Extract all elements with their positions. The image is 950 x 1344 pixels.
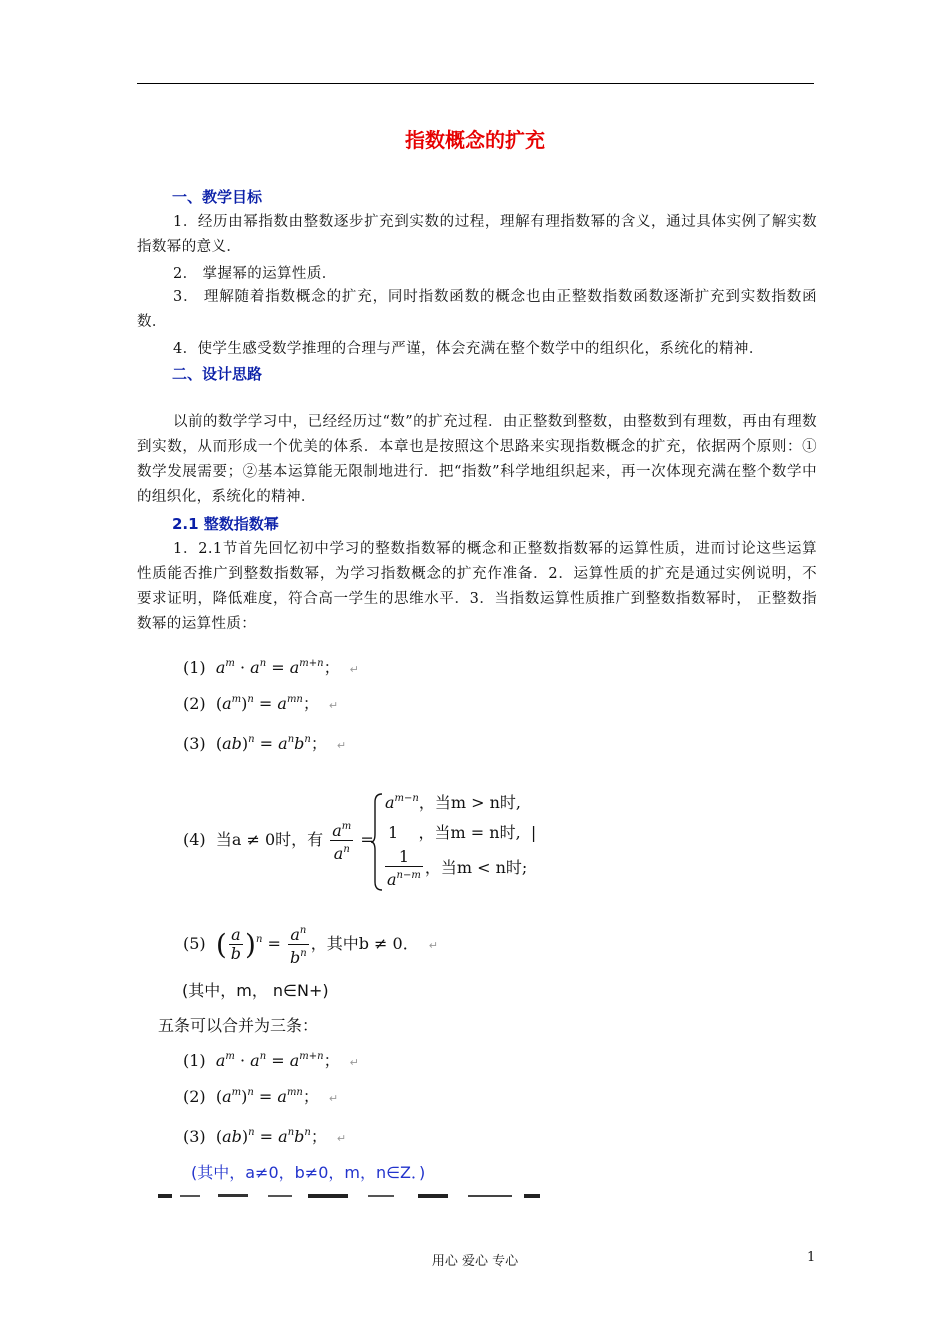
natural-number-note: (其中，m， n∈N+) xyxy=(182,981,329,1000)
cropped-text-line xyxy=(158,1190,548,1200)
formula-label: (2) xyxy=(183,694,206,713)
footer-motto: 用心 爱心 专心 xyxy=(431,1254,519,1269)
formula-label: (1) xyxy=(183,658,206,677)
merged-formula-product-power-rule: (3) $(ab)^n = a^nb^n$； ↵ xyxy=(183,1127,347,1146)
formula-label: (3) xyxy=(183,1127,206,1146)
subsection-heading: 2.1 整数指数幂 xyxy=(172,515,279,533)
design-paragraph: 以前的数学学习中，已经经历过“数”的扩充过程．由正整数到整数，由整数到有理数，再由有理数到实数，从而形成一个优美的体系．本章也是按照这个思路来实现指数概念的扩充，依据两个原则：①数学发展需要；②基本运算能无限制地进行．把“指数”科学地组织起来，再一次体现充满在整个数学中的组织化，系统化的精神． xyxy=(137,414,817,505)
condition-text: 当a ≠ 0时，有 xyxy=(215,830,324,849)
formula-power-rule: (2) $(a^m)^n = a^{mn}$； ↵ xyxy=(183,694,339,713)
return-mark-icon: ↵ xyxy=(349,1056,359,1069)
formula-product-power-rule: (3) $(ab)^n = a^nb^n$； ↵ xyxy=(183,734,347,753)
formula-quotient-rule: (4) 当a ≠ 0时，有 $\frac{a^m}{a^n}$ = xyxy=(183,818,374,863)
section-heading-goals: 一、教学目标 xyxy=(172,188,263,206)
formula-label: (3) xyxy=(183,734,206,753)
merged-formula-power-rule: (2) $(a^m)^n = a^{mn}$； ↵ xyxy=(183,1087,339,1106)
left-brace-icon xyxy=(370,792,384,892)
page-number: 1 xyxy=(807,1250,816,1265)
goal-item-2: 2． 掌握幂的运算性质． xyxy=(173,266,337,282)
subsection-paragraph: 1．2.1节首先回忆初中学习的整数指数幂的概念和正整数指数幂的运算性质，进而讨论这些运算性质能否推广到整数指数幂，为学习指数概念的扩充作准备．2．运算性质的扩充是通过实例说明，不要求证明，降低难度，符合高一学生的思维水平．3．当指数运算性质推广到整数指数幂时， 正整数指数幂的运算性质： xyxy=(137,541,817,632)
header-rule xyxy=(137,83,814,84)
return-mark-icon: ↵ xyxy=(336,1132,347,1145)
section-heading-design: 二、设计思路 xyxy=(172,365,263,383)
case-row-1: $a^{m-n}$，当m > n时, xyxy=(385,793,522,812)
formula-label: (1) xyxy=(183,1051,206,1070)
return-mark-icon: ↵ xyxy=(328,1092,339,1105)
merge-statement: 五条可以合并为三条： xyxy=(158,1016,319,1035)
formula-label: (2) xyxy=(183,1087,206,1106)
document-title: 指数概念的扩充 xyxy=(405,128,545,152)
goal-item-1: 1．经历由幂指数由整数逐步扩充到实数的过程，理解有理指数幂的含义，通过具体实例了解实数指数幂的意义． xyxy=(137,214,817,255)
formula-label: (4) xyxy=(183,830,206,849)
return-mark-icon: ↵ xyxy=(336,739,347,752)
return-mark-icon: ↵ xyxy=(428,939,438,952)
return-mark-icon: ↵ xyxy=(328,699,339,712)
integer-exponent-note: (其中，a≠0，b≠0，m，n∈Z．) xyxy=(191,1163,426,1182)
merged-formula-product-rule: (1) $a^m \cdot a^n = a^{m+n}$； ↵ xyxy=(183,1051,359,1070)
return-mark-icon: ↵ xyxy=(349,663,359,676)
condition-text: ，其中b ≠ 0． xyxy=(310,934,419,953)
formula-product-rule: (1) $a^m \cdot a^n = a^{m+n}$； ↵ xyxy=(183,658,359,677)
formula-quotient-power-rule: (5) ( $\frac{a}{b}$ )$^n$ = $\frac{a^n}{b^n}$ ，其中b ≠ 0． ↵ xyxy=(183,922,438,967)
goal-item-4: 4．使学生感受数学推理的合理与严谨，体会充满在整个数学中的组织化，系统化的精神． xyxy=(173,341,764,357)
case-row-3: $\frac{1}{a^{n-m}}$ ，当m < n时; xyxy=(387,847,528,889)
case-row-2: 1 ，当m = n时, | xyxy=(388,823,537,842)
goal-item-3: 3． 理解随着指数概念的扩充，同时指数函数的概念也由正整数指数函数逐渐扩充到实数指数函数． xyxy=(137,289,817,330)
fraction-am-over-an: $\frac{a^m}{a^n}$ xyxy=(330,818,353,863)
formula-label: (5) xyxy=(183,934,206,953)
fraction-1-over-anm: $\frac{1}{a^{n-m}}$ xyxy=(387,847,421,889)
